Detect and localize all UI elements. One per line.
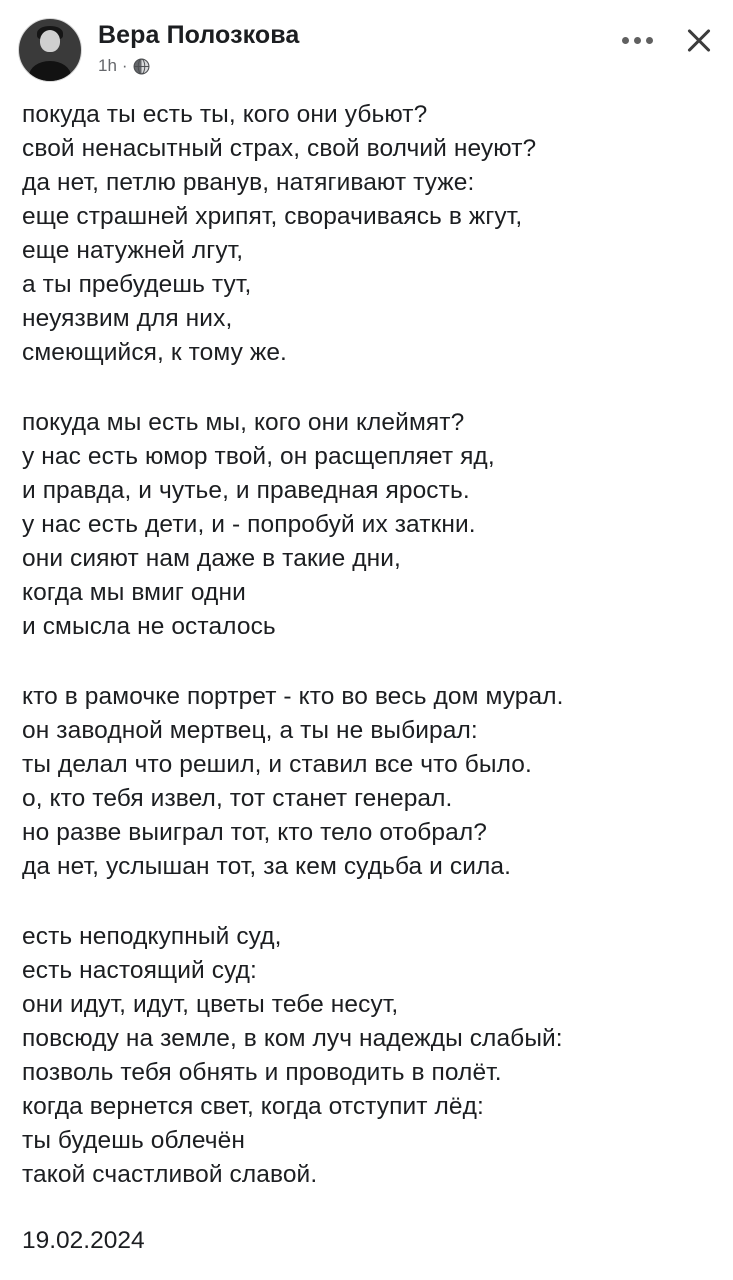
poem-line: и правда, и чутье, и праведная ярость.	[22, 477, 470, 504]
post-header-actions	[618, 18, 715, 56]
poem-line: о, кто тебя извел, тот станет генерал.	[22, 785, 453, 812]
poem-line: есть настоящий суд:	[22, 957, 257, 984]
poem-line: повсюду на земле, в ком луч надежды слабый:	[22, 1025, 563, 1052]
poem-line: покуда мы есть мы, кого они клеймят?	[22, 409, 465, 436]
poem-line: есть неподкупный суд,	[22, 923, 282, 950]
post-timestamp[interactable]: 1h	[98, 56, 117, 75]
poem-line: он заводной мертвец, а ты не выбирал:	[22, 717, 478, 744]
post-date: 19.02.2024	[22, 1227, 145, 1254]
poem-line: но разве выиграл тот, кто тело отобрал?	[22, 819, 487, 846]
poem-stanza	[22, 406, 715, 644]
poem-stanza	[22, 98, 715, 370]
author-name[interactable]: Вера Полозкова	[98, 21, 300, 49]
poem-line: они сияют нам даже в такие дни,	[22, 545, 401, 572]
poem-line: да нет, услышан тот, за кем судьба и сила.	[22, 853, 512, 880]
poem-line: они идут, идут, цветы тебе несут,	[22, 991, 399, 1018]
globe-icon[interactable]	[133, 58, 150, 75]
poem-line: у нас есть юмор твой, он расщепляет яд,	[22, 443, 495, 470]
ellipsis-icon[interactable]	[618, 33, 657, 48]
poem-line: ты будешь облечён	[22, 1127, 246, 1154]
poem-line: когда вернется свет, когда отступит лёд:	[22, 1093, 484, 1120]
poem-line: покуда ты есть ты, кого они убьют?	[22, 101, 428, 128]
poem-line: смеющийся, к тому же.	[22, 339, 287, 366]
poem-line: свой ненасытный страх, свой волчий неуют?	[22, 135, 537, 162]
poem-line: у нас есть дети, и - попробуй их заткни.	[22, 511, 476, 538]
post-body	[0, 82, 733, 1192]
poem-line: позволь тебя обнять и проводить в полёт.	[22, 1059, 502, 1086]
poem-line: а ты пребудешь тут,	[22, 271, 252, 298]
poem-line: еще натужней лгут,	[22, 237, 244, 264]
close-icon[interactable]	[683, 24, 715, 56]
post-meta	[98, 56, 618, 76]
poem-line: неуязвим для них,	[22, 305, 233, 332]
poem-line: кто в рамочке портрет - кто во весь дом мурал.	[22, 683, 564, 710]
poem-line: да нет, петлю рванув, натягивают туже:	[22, 169, 475, 196]
poem-line: и смысла не осталось	[22, 613, 276, 640]
meta-separator: ·	[121, 56, 128, 75]
poem-stanza	[22, 920, 715, 1192]
poem-stanza	[22, 680, 715, 884]
poem-line: ты делал что решил, и ставил все что было.	[22, 751, 532, 778]
poem-line: еще страшней хрипят, сворачиваясь в жгут,	[22, 203, 523, 230]
avatar[interactable]	[18, 18, 82, 82]
poem-line: такой счастливой славой.	[22, 1161, 318, 1188]
avatar-face	[40, 30, 60, 52]
post-author-block	[82, 18, 618, 76]
post-header	[0, 0, 733, 82]
avatar-body	[29, 61, 71, 82]
poem-line: когда мы вмиг одни	[22, 579, 246, 606]
